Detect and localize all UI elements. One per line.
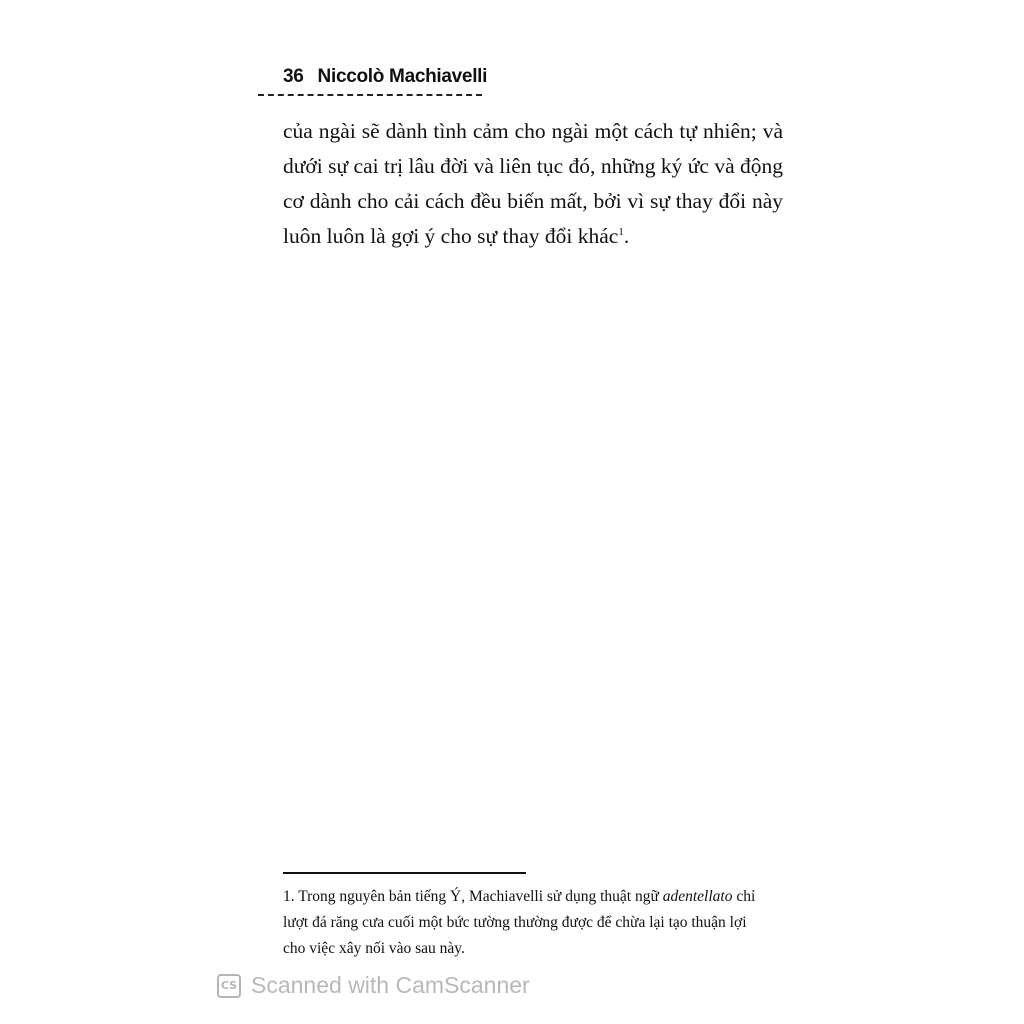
footnote-text: 1. Trong nguyên bản tiếng Ý, Machiavelli sử dụng thuật ngữ [283,888,663,905]
camscanner-logo-text: CS [220,979,238,992]
body-line-text: luôn luôn là gợi ý cho sự thay đổi khác [283,224,619,248]
camscanner-watermark [217,972,530,999]
footnote-rule [283,872,526,874]
footnote-line: lượt đá răng cưa cuối một bức tường thường được để chừa lại tạo thuận lợi [283,914,747,931]
body-line: cơ dành cho cải cách đều biến mất, bởi vì sự thay đổi này [283,189,783,213]
footnote-term: adentellato [662,888,733,905]
header-dashed-rule [258,94,482,96]
body-line: của ngài sẽ dành tình cảm cho ngài một cách tự nhiên; và [283,119,783,143]
footnote-reference: 1 [618,225,624,238]
footnote-text: chỉ [732,888,756,905]
header-author: Niccolò Machiavelli [317,66,488,87]
end-punctuation: . [623,224,630,248]
body-line: dưới sự cai trị lâu đời và liên tục đó, những ký ức và động [283,154,783,178]
footnote [283,884,793,962]
body-line-last [283,219,783,254]
footnote-line: cho việc xây nối vào sau này. [283,940,465,957]
running-header [283,66,487,88]
footnote-line [283,884,793,910]
page-number: 36 [283,66,304,87]
camscanner-logo-icon [217,974,241,998]
body-paragraph [283,114,783,254]
camscanner-text: Scanned with CamScanner [251,972,530,998]
